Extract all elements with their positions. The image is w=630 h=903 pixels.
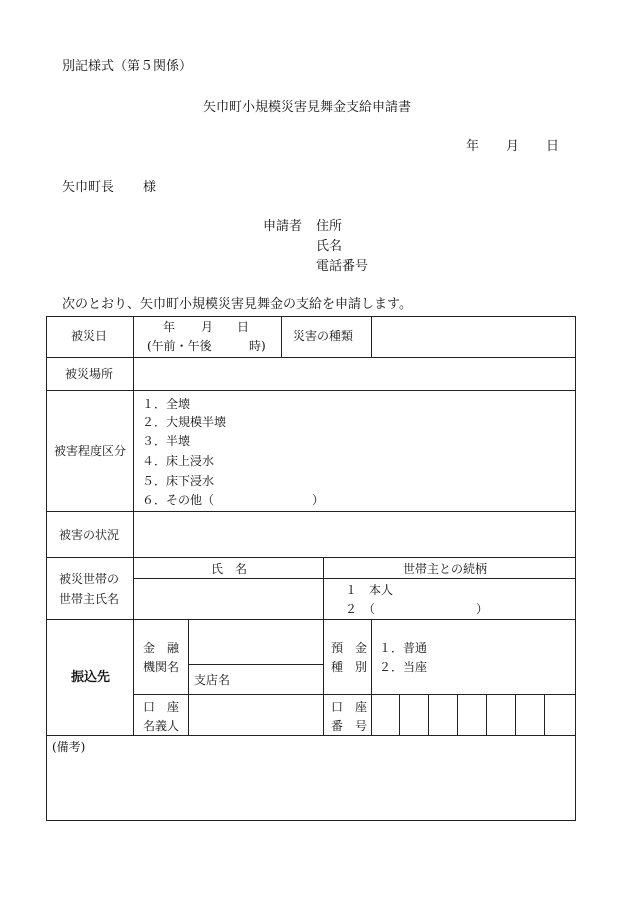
damage-option-6: ６．その他（ <box>142 493 215 507</box>
damage-option-3: ３．半壊 <box>142 434 191 448</box>
household-name-header: 氏 名 <box>211 562 248 576</box>
disaster-date-year: 年 <box>163 320 176 334</box>
damage-option-1: １．全壊 <box>142 397 191 411</box>
cell-divider <box>281 316 282 358</box>
account-holder-label-line2: 名義人 <box>143 719 180 733</box>
account-digit-divider <box>544 694 545 736</box>
disaster-date-month: 月 <box>201 320 214 334</box>
household-header-divider <box>133 578 576 579</box>
disaster-date-ampm: (午前・午後 <box>147 339 212 353</box>
disaster-date-hour: 時) <box>249 339 266 353</box>
damage-degree-label: 被害程度区分 <box>54 444 127 458</box>
applicant-name-label: 氏名 <box>316 239 343 254</box>
damage-option-4: ４．床上浸水 <box>142 454 215 468</box>
branch-divider <box>188 664 323 665</box>
row-divider <box>46 390 576 391</box>
household-label-line1: 被災世帯の <box>59 572 120 586</box>
account-number-label-line2: 番 号 <box>331 719 368 733</box>
row-divider <box>46 357 576 358</box>
date-month-label: 月 <box>506 139 520 154</box>
branch-label: 支店名 <box>194 673 231 687</box>
household-relation-2: ２ （ <box>345 602 376 616</box>
row-divider <box>46 557 576 558</box>
page-title: 矢巾町小規模災害見舞金支給申請書 <box>203 100 412 115</box>
account-digit-divider <box>486 694 487 736</box>
deposit-option-ordinary: １．普通 <box>379 641 428 655</box>
applicant-address-label: 住所 <box>316 219 343 234</box>
table-border-bottom <box>46 820 576 821</box>
household-label-line2: 世帯主氏名 <box>59 592 120 606</box>
deposit-type-label-line1: 預 金 <box>331 641 368 655</box>
bank-label-line1: 金 融 <box>143 641 180 655</box>
application-table <box>46 316 576 821</box>
table-border-left <box>46 316 47 821</box>
account-digit-divider <box>515 694 516 736</box>
table-border-top <box>46 316 576 317</box>
account-digit-divider <box>399 694 400 736</box>
transfer-label: 振込先 <box>71 670 111 685</box>
transfer-divider <box>323 619 324 736</box>
transfer-divider <box>188 619 189 736</box>
account-digit-divider <box>457 694 458 736</box>
date-day-label: 日 <box>546 139 560 154</box>
addressee-honorific: 様 <box>143 180 157 195</box>
deposit-type-label-line2: 種 別 <box>331 660 368 674</box>
label-column-divider <box>133 316 134 736</box>
application-statement: 次のとおり、矢巾町小規模災害見舞金の支給を申請します。 <box>62 297 412 312</box>
disaster-date-day: 日 <box>237 320 250 334</box>
disaster-location-label: 被災場所 <box>65 367 114 381</box>
household-relation-1: １ 本人 <box>345 583 394 597</box>
cell-divider <box>371 316 372 358</box>
damage-option-2: ２．大規模半壊 <box>142 415 227 429</box>
applicant-label: 申請者 <box>263 219 303 234</box>
household-relation-2-close: ） <box>476 602 489 616</box>
damage-option-5: ５．床下浸水 <box>142 474 215 488</box>
transfer-inner-divider <box>133 694 576 695</box>
row-divider <box>46 511 576 512</box>
account-number-label-line1: 口 座 <box>331 700 368 714</box>
damage-status-label: 被害の状況 <box>59 528 120 542</box>
deposit-option-current: ２．当座 <box>379 660 428 674</box>
disaster-type-label: 災害の種類 <box>293 329 354 343</box>
bank-label-line2: 機関名 <box>143 660 180 674</box>
account-holder-label-line1: 口 座 <box>143 700 180 714</box>
addressee-name: 矢巾町長 <box>62 180 115 195</box>
account-digit-divider <box>428 694 429 736</box>
damage-other-close: ） <box>312 493 325 507</box>
row-divider <box>46 735 576 736</box>
row-divider <box>46 619 576 620</box>
table-border-right <box>575 316 576 821</box>
disaster-date-label: 被災日 <box>71 329 108 343</box>
household-relation-header: 世帯主との続柄 <box>403 562 488 576</box>
household-column-divider <box>323 557 324 620</box>
form-reference: 別記様式（第５関係） <box>62 59 193 74</box>
applicant-phone-label: 電話番号 <box>316 259 369 274</box>
remarks-label: (備考) <box>52 740 86 754</box>
transfer-divider <box>371 619 372 736</box>
date-year-label: 年 <box>466 139 480 154</box>
